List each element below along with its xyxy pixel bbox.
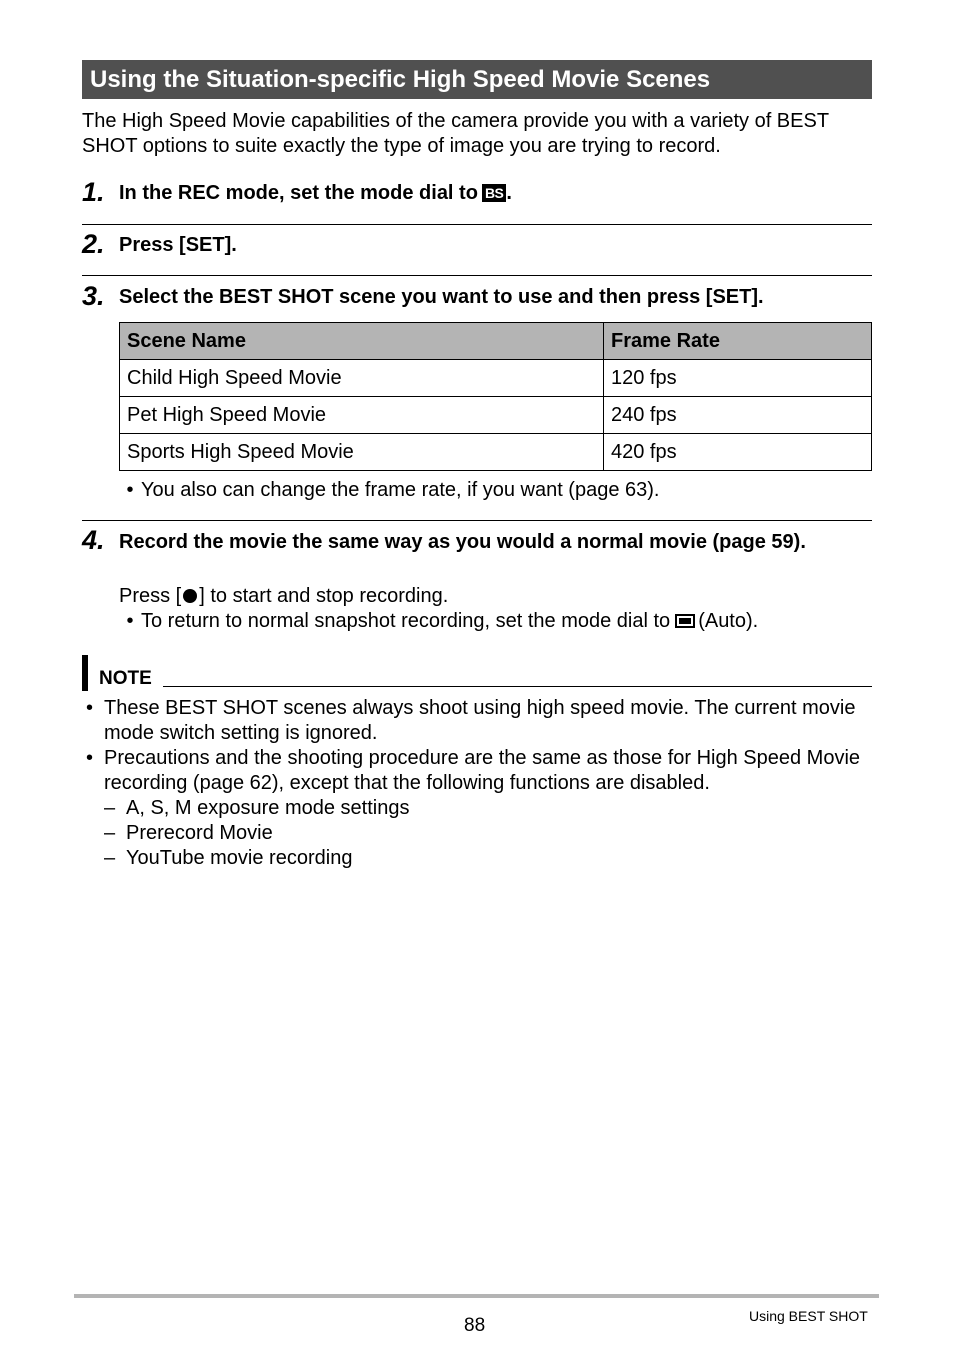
bullet-marker: • — [126, 479, 134, 501]
step-4-number: 4. — [82, 525, 105, 555]
table-header-row — [120, 323, 872, 360]
bullet-marker: • — [86, 747, 94, 769]
note-label: NOTE — [99, 668, 152, 689]
list-subitem — [82, 796, 872, 821]
table-row — [120, 360, 872, 397]
note-list — [82, 696, 872, 871]
step-3-bullet — [119, 478, 659, 503]
record-button-icon — [183, 589, 197, 603]
step-4-bullet — [119, 609, 758, 634]
step-divider — [82, 275, 872, 276]
step-divider — [82, 224, 872, 225]
dash-marker: – — [104, 797, 116, 819]
scene-frame-rate-table — [119, 322, 872, 471]
table-header-frame-rate: Frame Rate — [604, 323, 872, 360]
note-subitem-text: A, S, M exposure mode settings — [126, 797, 410, 819]
note-marker-bar — [82, 655, 88, 691]
step-4-text: Record the movie the same way as you would a normal movie (page 59). — [119, 531, 806, 553]
step-3-number: 3. — [82, 281, 105, 311]
table-cell-rate: 420 fps — [604, 434, 872, 471]
note-divider — [163, 686, 872, 687]
step-1-label: In the REC mode, set the mode dial to — [119, 182, 478, 204]
note-item-text: Precautions and the shooting procedure are the same as those for High Speed Movie recording (page 62), except that the following functions are disabled. — [104, 747, 861, 794]
step-3-bullet-text: You also can change the frame rate, if you want (page 63). — [141, 479, 660, 501]
note-subitem-text: YouTube movie recording — [126, 847, 353, 869]
footer-section-name: Using BEST SHOT — [749, 1308, 868, 1324]
dash-marker: – — [104, 822, 116, 844]
table-row — [120, 397, 872, 434]
list-item — [82, 696, 872, 746]
footer-divider — [74, 1294, 879, 1298]
list-item — [82, 746, 872, 796]
table-cell-scene: Child High Speed Movie — [120, 360, 604, 397]
table-cell-rate: 120 fps — [604, 360, 872, 397]
step-1-suffix: . — [506, 182, 512, 204]
step-1-number: 1. — [82, 177, 105, 207]
note-subitem-text: Prerecord Movie — [126, 822, 273, 844]
list-subitem — [82, 821, 872, 846]
bullet-marker: • — [126, 610, 134, 632]
page-number: 88 — [464, 1315, 486, 1336]
best-shot-mode-icon: BS — [482, 184, 506, 202]
list-subitem — [82, 846, 872, 871]
step-1-text — [119, 180, 512, 206]
auto-mode-icon — [675, 614, 695, 628]
intro-paragraph: The High Speed Movie capabilities of the camera provide you with a variety of BEST SHOT options to suite exactly the type of image you are trying to record. — [82, 110, 829, 157]
step-4-bullet-prefix: To return to normal snapshot recording, set the mode dial to — [141, 610, 671, 632]
step-2-text: Press [SET]. — [119, 234, 237, 256]
step-2-number: 2. — [82, 229, 105, 259]
table-cell-scene: Pet High Speed Movie — [120, 397, 604, 434]
step-4-press-line — [119, 584, 448, 609]
step-divider — [82, 520, 872, 521]
step-4-bullet-suffix: (Auto). — [698, 610, 759, 632]
bullet-marker: • — [86, 697, 94, 719]
dash-marker: – — [104, 847, 116, 869]
table-header-scene-name: Scene Name — [120, 323, 604, 360]
table-row — [120, 434, 872, 471]
section-title: Using the Situation-specific High Speed Movie Scenes — [82, 60, 872, 99]
table-cell-scene: Sports High Speed Movie — [120, 434, 604, 471]
press-suffix: ] to start and stop recording. — [199, 585, 449, 607]
table-cell-rate: 240 fps — [604, 397, 872, 434]
step-3-text: Select the BEST SHOT scene you want to use and then press [SET]. — [119, 286, 764, 308]
press-prefix: Press [ — [119, 585, 182, 607]
note-item-text: These BEST SHOT scenes always shoot using high speed movie. The current movie mode switch setting is ignored. — [104, 697, 856, 744]
